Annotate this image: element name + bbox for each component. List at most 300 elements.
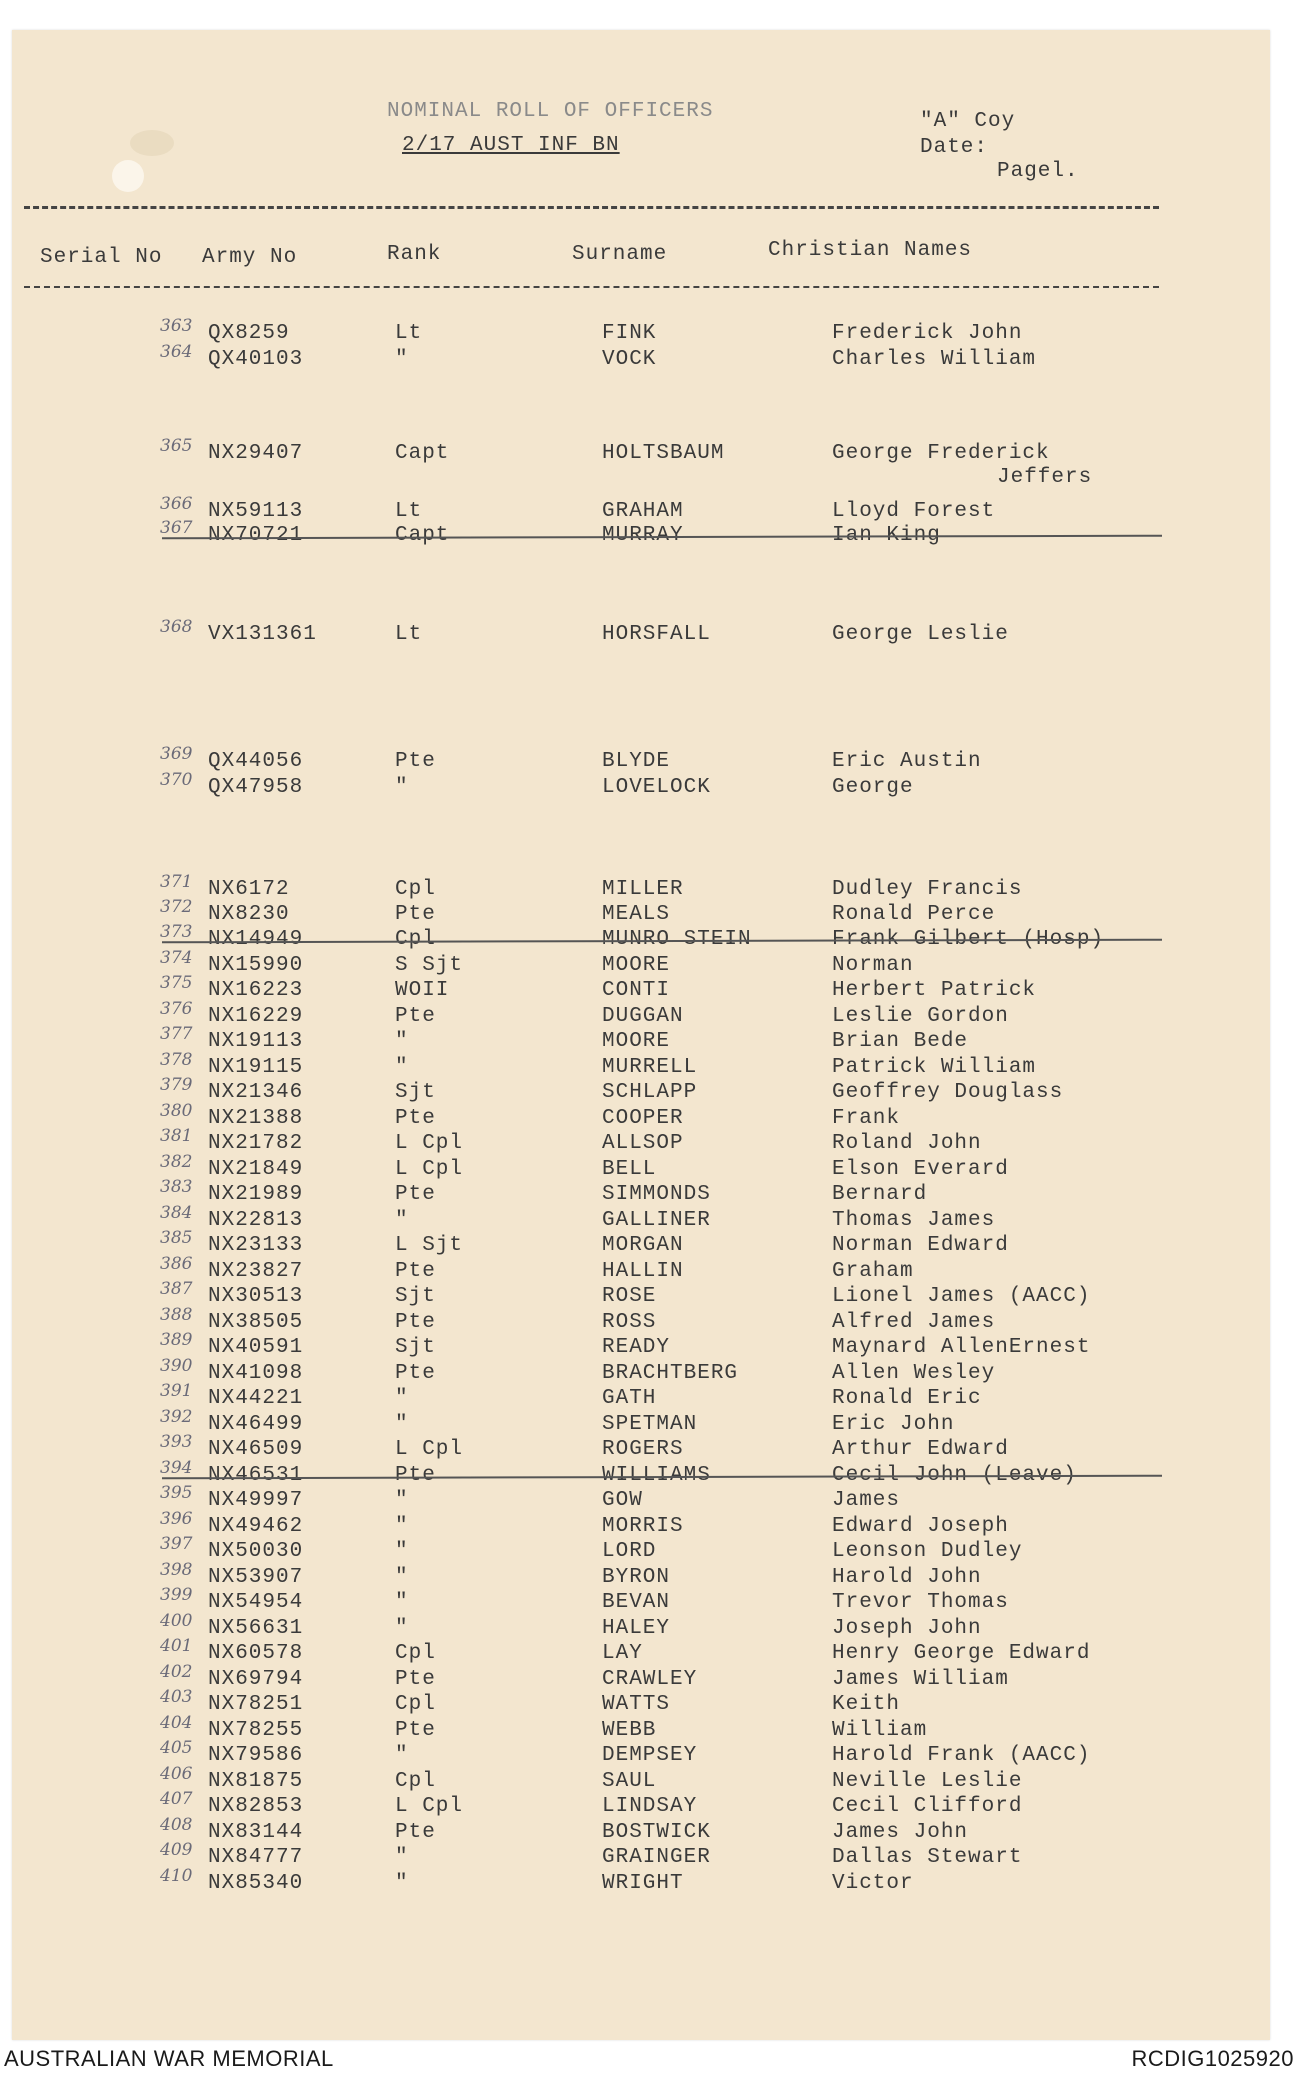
- unit-name: 2/17 AUST INF BN: [402, 134, 620, 157]
- table-row: [12, 1815, 1270, 1846]
- army-number: NX23133: [208, 1234, 304, 1257]
- surname: BLYDE: [602, 750, 671, 773]
- christian-names: Frank: [832, 1107, 901, 1130]
- surname: ROSE: [602, 1285, 657, 1308]
- rank: Lt: [395, 500, 423, 523]
- col-rank-header: Rank: [387, 243, 442, 266]
- paper-stain: [130, 130, 174, 156]
- christian-names: Patrick William: [832, 1056, 1037, 1079]
- serial-number: 386: [160, 1254, 193, 1274]
- table-row: [12, 1636, 1270, 1667]
- table-row: [12, 1381, 1270, 1412]
- serial-number: 377: [160, 1024, 193, 1044]
- christian-names: George: [832, 776, 914, 799]
- christian-names: Ian King: [832, 524, 941, 547]
- rank: ": [395, 1387, 409, 1410]
- surname: ROGERS: [602, 1438, 684, 1461]
- army-number: NX21388: [208, 1107, 304, 1130]
- table-row: [12, 617, 1270, 648]
- christian-names: Graham: [832, 1260, 914, 1283]
- rank: Pte: [395, 1107, 436, 1130]
- table-row: [12, 1101, 1270, 1132]
- header-rule-bottom: [24, 286, 1159, 288]
- serial-number: 393: [160, 1432, 193, 1452]
- army-number: NX46531: [208, 1464, 304, 1487]
- table-row: [12, 1560, 1270, 1591]
- army-number: NX84777: [208, 1846, 304, 1869]
- army-number: NX6172: [208, 878, 290, 901]
- surname: MURRELL: [602, 1056, 698, 1079]
- surname: MOORE: [602, 954, 671, 977]
- surname: SAUL: [602, 1770, 657, 1793]
- table-row: [12, 1126, 1270, 1157]
- army-number: NX46499: [208, 1413, 304, 1436]
- table-row: [12, 922, 1270, 953]
- serial-number: 405: [160, 1738, 193, 1758]
- table-row: [12, 1407, 1270, 1438]
- rank: Pte: [395, 1311, 436, 1334]
- army-number: NX30513: [208, 1285, 304, 1308]
- table-row: [12, 1279, 1270, 1310]
- rank: Cpl: [395, 878, 436, 901]
- army-number: NX19115: [208, 1056, 304, 1079]
- surname: WEBB: [602, 1719, 657, 1742]
- rank: L Cpl: [395, 1438, 464, 1461]
- surname: ALLSOP: [602, 1132, 684, 1155]
- surname: BELL: [602, 1158, 657, 1181]
- christian-names: Frederick John: [832, 322, 1023, 345]
- rank: Pte: [395, 1260, 436, 1283]
- rank: ": [395, 1872, 409, 1895]
- surname: MILLER: [602, 878, 684, 901]
- surname: SPETMAN: [602, 1413, 698, 1436]
- rank: Pte: [395, 750, 436, 773]
- army-number: NX8230: [208, 903, 290, 926]
- table-row: [12, 494, 1270, 525]
- table-row: [12, 1611, 1270, 1642]
- serial-number: 402: [160, 1662, 193, 1682]
- rank: Capt: [395, 524, 450, 547]
- table-row: [12, 1228, 1270, 1259]
- surname: MUNRO STEIN: [602, 928, 752, 951]
- army-number: VX131361: [208, 623, 317, 646]
- surname: VOCK: [602, 348, 657, 371]
- serial-number: 371: [160, 872, 193, 892]
- surname: LAY: [602, 1642, 643, 1665]
- christian-names: Brian Bede: [832, 1030, 969, 1053]
- table-row: [12, 1840, 1270, 1871]
- army-number: NX15990: [208, 954, 304, 977]
- serial-number: 363: [160, 316, 193, 336]
- christian-names: Roland John: [832, 1132, 982, 1155]
- surname: HALLIN: [602, 1260, 684, 1283]
- army-number: NX78251: [208, 1693, 304, 1716]
- table-row: [12, 1177, 1270, 1208]
- table-row: [12, 436, 1270, 489]
- surname: CRAWLEY: [602, 1668, 698, 1691]
- christian-names: Alfred James: [832, 1311, 996, 1334]
- surname: ROSS: [602, 1311, 657, 1334]
- christian-names: Henry George Edward: [832, 1642, 1091, 1665]
- serial-number: 388: [160, 1305, 193, 1325]
- army-number: NX83144: [208, 1821, 304, 1844]
- table-row: [12, 744, 1270, 775]
- rank: Capt: [395, 442, 450, 465]
- serial-number: 378: [160, 1050, 193, 1070]
- serial-number: 381: [160, 1126, 193, 1146]
- surname: HOLTSBAUM: [602, 442, 725, 465]
- rank: ": [395, 1591, 409, 1614]
- table-row: [12, 948, 1270, 979]
- christian-names: James William: [832, 1668, 1009, 1691]
- table-row: [12, 1662, 1270, 1693]
- christian-names: Frank Gilbert (Hosp): [832, 928, 1105, 951]
- serial-number: 401: [160, 1636, 193, 1656]
- serial-number: 367: [160, 518, 193, 538]
- rank: Pte: [395, 1668, 436, 1691]
- army-number: NX69794: [208, 1668, 304, 1691]
- serial-number: 392: [160, 1407, 193, 1427]
- serial-number: 382: [160, 1152, 193, 1172]
- surname: BYRON: [602, 1566, 671, 1589]
- table-row: [12, 1356, 1270, 1387]
- christian-names: Cecil John (Leave): [832, 1464, 1077, 1487]
- serial-number: 369: [160, 744, 193, 764]
- rank: Sjt: [395, 1336, 436, 1359]
- surname: GALLINER: [602, 1209, 711, 1232]
- date-label: Date:: [920, 136, 989, 159]
- army-number: NX85340: [208, 1872, 304, 1895]
- serial-number: 376: [160, 999, 193, 1019]
- army-number: QX44056: [208, 750, 304, 773]
- surname: SIMMONDS: [602, 1183, 711, 1206]
- serial-number: 380: [160, 1101, 193, 1121]
- table-row: [12, 1024, 1270, 1055]
- christian-names: Bernard: [832, 1183, 928, 1206]
- footer-id: RCDIG1025920: [1131, 2046, 1294, 2071]
- rank: Pte: [395, 903, 436, 926]
- surname: CONTI: [602, 979, 671, 1002]
- serial-number: 407: [160, 1789, 193, 1809]
- christian-names: George Frederick: [832, 442, 1050, 465]
- rank: Pte: [395, 1362, 436, 1385]
- christian-names: Leslie Gordon: [832, 1005, 1009, 1028]
- christian-names: Arthur Edward: [832, 1438, 1009, 1461]
- rank: Cpl: [395, 1642, 436, 1665]
- army-number: NX21849: [208, 1158, 304, 1181]
- rank: ": [395, 1413, 409, 1436]
- table-row: [12, 316, 1270, 347]
- serial-number: 374: [160, 948, 193, 968]
- serial-number: 365: [160, 436, 193, 456]
- rank: ": [395, 348, 409, 371]
- christian-names: Harold John: [832, 1566, 982, 1589]
- army-number: NX79586: [208, 1744, 304, 1767]
- rank: Pte: [395, 1821, 436, 1844]
- army-number: NX70721: [208, 524, 304, 547]
- serial-number: 368: [160, 617, 193, 637]
- christian-names: Eric John: [832, 1413, 955, 1436]
- christian-names: Norman Edward: [832, 1234, 1009, 1257]
- rank: Sjt: [395, 1081, 436, 1104]
- table-row: [12, 973, 1270, 1004]
- rank: WOII: [395, 979, 450, 1002]
- army-number: NX46509: [208, 1438, 304, 1461]
- rank: ": [395, 1566, 409, 1589]
- surname: MURRAY: [602, 524, 684, 547]
- table-row: [12, 1305, 1270, 1336]
- army-number: NX38505: [208, 1311, 304, 1334]
- company-label: "A" Coy: [920, 110, 1016, 133]
- table-row: [12, 1713, 1270, 1744]
- surname: LORD: [602, 1540, 657, 1563]
- surname: MORRIS: [602, 1515, 684, 1538]
- serial-number: 390: [160, 1356, 193, 1376]
- rank: ": [395, 1209, 409, 1232]
- table-row: [12, 342, 1270, 373]
- army-number: NX40591: [208, 1336, 304, 1359]
- surname: BRACHTBERG: [602, 1362, 739, 1385]
- document-sheet: [12, 30, 1270, 2040]
- table-row: [12, 1483, 1270, 1514]
- christian-names: Allen Wesley: [832, 1362, 996, 1385]
- table-row: [12, 1458, 1270, 1489]
- army-number: NX23827: [208, 1260, 304, 1283]
- table-row: [12, 1866, 1270, 1897]
- surname: LOVELOCK: [602, 776, 711, 799]
- christian-names: Lloyd Forest: [832, 500, 996, 523]
- christian-names: Neville Leslie: [832, 1770, 1023, 1793]
- christian-names: Joseph John: [832, 1617, 982, 1640]
- serial-number: 379: [160, 1075, 193, 1095]
- army-number: NX60578: [208, 1642, 304, 1665]
- surname: LINDSAY: [602, 1795, 698, 1818]
- christian-names: Lionel James (AACC): [832, 1285, 1091, 1308]
- surname: HALEY: [602, 1617, 671, 1640]
- serial-number: 385: [160, 1228, 193, 1248]
- army-number: NX59113: [208, 500, 304, 523]
- army-number: NX81875: [208, 1770, 304, 1793]
- surname: WATTS: [602, 1693, 671, 1716]
- rank: Lt: [395, 623, 423, 646]
- rank: ": [395, 1489, 409, 1512]
- surname: BOSTWICK: [602, 1821, 711, 1844]
- army-number: NX54954: [208, 1591, 304, 1614]
- rank: Cpl: [395, 1693, 436, 1716]
- army-number: NX44221: [208, 1387, 304, 1410]
- army-number: QX40103: [208, 348, 304, 371]
- christian-names: Geoffrey Douglass: [832, 1081, 1064, 1104]
- army-number: NX53907: [208, 1566, 304, 1589]
- serial-number: 375: [160, 973, 193, 993]
- col-christian-header: Christian Names: [768, 239, 973, 262]
- table-row: [12, 1789, 1270, 1820]
- army-number: NX16229: [208, 1005, 304, 1028]
- surname: MORGAN: [602, 1234, 684, 1257]
- rank: ": [395, 1030, 409, 1053]
- army-number: NX14949: [208, 928, 304, 951]
- serial-number: 403: [160, 1687, 193, 1707]
- christian-names: Ronald Perce: [832, 903, 996, 926]
- table-row: [12, 1585, 1270, 1616]
- army-number: NX16223: [208, 979, 304, 1002]
- serial-number: 408: [160, 1815, 193, 1835]
- christian-names-continued: Jeffers: [997, 466, 1093, 489]
- christian-names: James John: [832, 1821, 969, 1844]
- table-row: [12, 1203, 1270, 1234]
- christian-names: Harold Frank (AACC): [832, 1744, 1091, 1767]
- serial-number: 384: [160, 1203, 193, 1223]
- christian-names: George Leslie: [832, 623, 1009, 646]
- surname: DEMPSEY: [602, 1744, 698, 1767]
- christian-names: Leonson Dudley: [832, 1540, 1023, 1563]
- christian-names: Maynard AllenErnest: [832, 1336, 1091, 1359]
- paper-hole: [112, 160, 144, 192]
- army-number: NX21782: [208, 1132, 304, 1155]
- serial-number: 410: [160, 1866, 193, 1886]
- rank: Pte: [395, 1464, 436, 1487]
- christian-names: William: [832, 1719, 928, 1742]
- table-row: [12, 872, 1270, 903]
- serial-number: 391: [160, 1381, 193, 1401]
- rank: L Sjt: [395, 1234, 464, 1257]
- surname: READY: [602, 1336, 671, 1359]
- rank: Pte: [395, 1005, 436, 1028]
- army-number: NX78255: [208, 1719, 304, 1742]
- rank: ": [395, 776, 409, 799]
- rank: ": [395, 1540, 409, 1563]
- army-number: NX29407: [208, 442, 304, 465]
- rank: Cpl: [395, 1770, 436, 1793]
- surname: GRAHAM: [602, 500, 684, 523]
- rank: L Cpl: [395, 1132, 464, 1155]
- christian-names: Keith: [832, 1693, 901, 1716]
- serial-number: 395: [160, 1483, 193, 1503]
- rank: Sjt: [395, 1285, 436, 1308]
- rank: ": [395, 1056, 409, 1079]
- serial-number: 389: [160, 1330, 193, 1350]
- surname: MEALS: [602, 903, 671, 926]
- serial-number: 366: [160, 494, 193, 514]
- table-row: [12, 518, 1270, 549]
- table-row: [12, 1534, 1270, 1565]
- serial-number: 406: [160, 1764, 193, 1784]
- serial-number: 409: [160, 1840, 193, 1860]
- rank: ": [395, 1617, 409, 1640]
- surname: DUGGAN: [602, 1005, 684, 1028]
- table-row: [12, 770, 1270, 801]
- table-row: [12, 1432, 1270, 1463]
- table-row: [12, 1509, 1270, 1540]
- serial-number: 398: [160, 1560, 193, 1580]
- army-number: NX49997: [208, 1489, 304, 1512]
- serial-number: 372: [160, 897, 193, 917]
- table-row: [12, 1764, 1270, 1795]
- army-number: NX50030: [208, 1540, 304, 1563]
- table-row: [12, 1050, 1270, 1081]
- surname: MOORE: [602, 1030, 671, 1053]
- army-number: NX22813: [208, 1209, 304, 1232]
- army-number: QX8259: [208, 322, 290, 345]
- army-number: NX19113: [208, 1030, 304, 1053]
- christian-names: Dudley Francis: [832, 878, 1023, 901]
- footer-source: AUSTRALIAN WAR MEMORIAL: [4, 2046, 334, 2071]
- army-number: NX56631: [208, 1617, 304, 1640]
- rank: Pte: [395, 1719, 436, 1742]
- serial-number: 397: [160, 1534, 193, 1554]
- rank: Cpl: [395, 928, 436, 951]
- surname: WILLIAMS: [602, 1464, 711, 1487]
- army-number: NX21346: [208, 1081, 304, 1104]
- christian-names: Norman: [832, 954, 914, 977]
- rank: Pte: [395, 1183, 436, 1206]
- rank: ": [395, 1744, 409, 1767]
- christian-names: Edward Joseph: [832, 1515, 1009, 1538]
- rank: L Cpl: [395, 1795, 464, 1818]
- surname: GATH: [602, 1387, 657, 1410]
- table-row: [12, 1075, 1270, 1106]
- christian-names: Victor: [832, 1872, 914, 1895]
- serial-number: 400: [160, 1611, 193, 1631]
- surname: FINK: [602, 322, 657, 345]
- document-title: NOMINAL ROLL OF OFFICERS: [387, 100, 714, 123]
- serial-number: 383: [160, 1177, 193, 1197]
- rank: L Cpl: [395, 1158, 464, 1181]
- table-row: [12, 999, 1270, 1030]
- christian-names: James: [832, 1489, 901, 1512]
- army-number: NX21989: [208, 1183, 304, 1206]
- army-number: QX47958: [208, 776, 304, 799]
- surname: GOW: [602, 1489, 643, 1512]
- christian-names: Dallas Stewart: [832, 1846, 1023, 1869]
- surname: WRIGHT: [602, 1872, 684, 1895]
- col-serial-header: Serial No: [40, 246, 163, 269]
- christian-names: Cecil Clifford: [832, 1795, 1023, 1818]
- table-row: [12, 1687, 1270, 1718]
- serial-number: 404: [160, 1713, 193, 1733]
- rank: Lt: [395, 322, 423, 345]
- christian-names: Thomas James: [832, 1209, 996, 1232]
- surname: HORSFALL: [602, 623, 711, 646]
- col-army-header: Army No: [202, 246, 298, 269]
- christian-names: Elson Everard: [832, 1158, 1009, 1181]
- table-row: [12, 1330, 1270, 1361]
- serial-number: 370: [160, 770, 193, 790]
- serial-number: 373: [160, 922, 193, 942]
- col-surname-header: Surname: [572, 243, 668, 266]
- christian-names: Charles William: [832, 348, 1037, 371]
- table-row: [12, 1152, 1270, 1183]
- surname: BEVAN: [602, 1591, 671, 1614]
- army-number: NX82853: [208, 1795, 304, 1818]
- page-label: Pagel.: [997, 160, 1079, 183]
- serial-number: 399: [160, 1585, 193, 1605]
- rank: ": [395, 1515, 409, 1538]
- table-row: [12, 897, 1270, 928]
- christian-names: Ronald Eric: [832, 1387, 982, 1410]
- army-number: NX41098: [208, 1362, 304, 1385]
- christian-names: Eric Austin: [832, 750, 982, 773]
- table-row: [12, 1738, 1270, 1769]
- serial-number: 396: [160, 1509, 193, 1529]
- rank: S Sjt: [395, 954, 464, 977]
- christian-names: Herbert Patrick: [832, 979, 1037, 1002]
- christian-names: Trevor Thomas: [832, 1591, 1009, 1614]
- table-row: [12, 1254, 1270, 1285]
- army-number: NX49462: [208, 1515, 304, 1538]
- surname: GRAINGER: [602, 1846, 711, 1869]
- serial-number: 394: [160, 1458, 193, 1478]
